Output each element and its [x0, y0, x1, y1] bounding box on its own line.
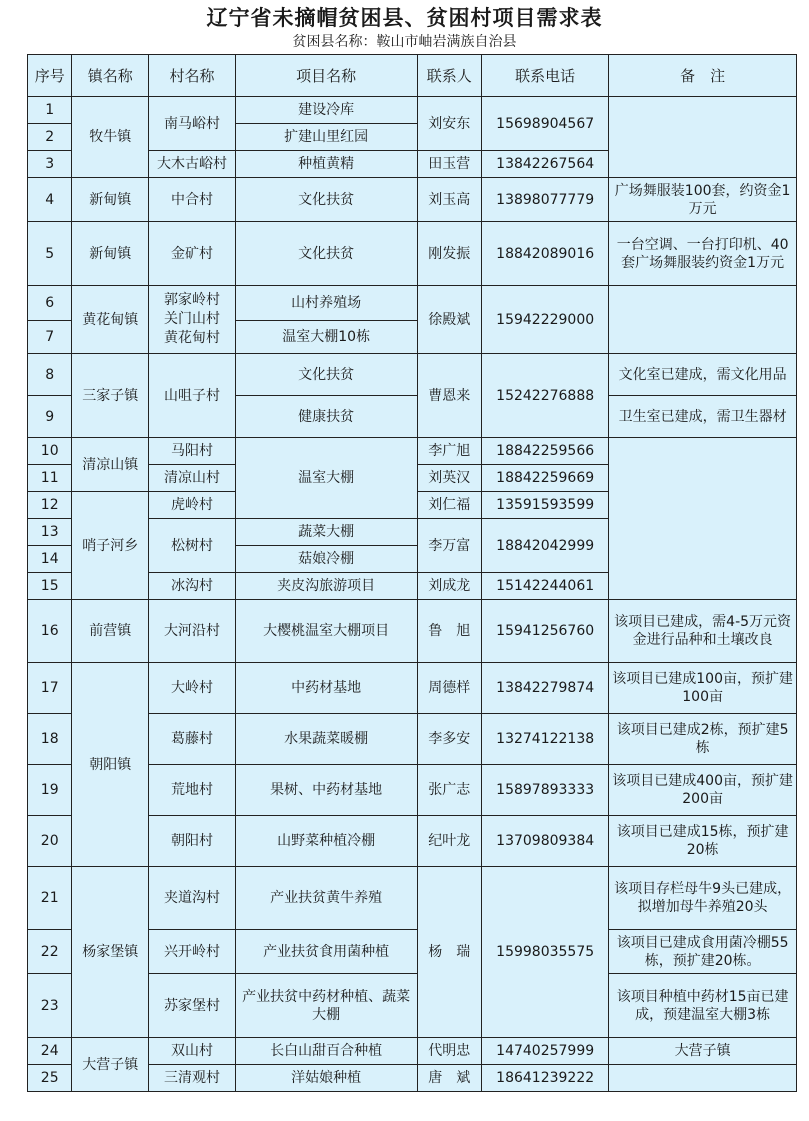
seq-cell: 17	[28, 663, 72, 714]
note-cell: 该项目已建成400亩，预扩建200亩	[609, 765, 797, 816]
town-cell: 前营镇	[72, 600, 149, 663]
note-cell	[609, 1065, 797, 1092]
project-cell: 文化扶贫	[235, 354, 417, 396]
note-cell: 该项目已建成15栋，预扩建20栋	[609, 816, 797, 867]
project-cell: 健康扶贫	[235, 396, 417, 438]
project-cell: 产业扶贫黄牛养殖	[235, 867, 417, 930]
page-title: 辽宁省未摘帽贫困县、贫困村项目需求表	[206, 6, 603, 30]
contact-cell: 唐 斌	[417, 1065, 482, 1092]
town-cell: 黄花甸镇	[72, 286, 149, 354]
header-seq: 序号	[28, 55, 72, 97]
project-cell: 文化扶贫	[235, 178, 417, 222]
seq-cell: 24	[28, 1038, 72, 1065]
table-row	[28, 354, 797, 396]
phone-cell: 15142244061	[482, 573, 609, 600]
note-cell: 卫生室已建成，需卫生器材	[609, 396, 797, 438]
town-cell: 清凉山镇	[72, 438, 149, 492]
table-row	[28, 600, 797, 663]
village-cell: 大木古峪村	[149, 151, 236, 178]
project-cell: 中药材基地	[235, 663, 417, 714]
phone-cell: 18842089016	[482, 222, 609, 286]
town-cell: 三家子镇	[72, 354, 149, 438]
project-cell: 温室大棚10栋	[235, 321, 417, 354]
phone-cell: 15942229000	[482, 286, 609, 354]
project-cell: 山野菜种植冷棚	[235, 816, 417, 867]
header-village: 村名称	[149, 55, 236, 97]
project-cell: 夹皮沟旅游项目	[235, 573, 417, 600]
note-cell: 文化室已建成，需文化用品	[609, 354, 797, 396]
village-cell: 双山村	[149, 1038, 236, 1065]
note-cell	[609, 286, 797, 354]
contact-cell: 鲁 旭	[417, 600, 482, 663]
seq-cell: 9	[28, 396, 72, 438]
seq-cell: 12	[28, 492, 72, 519]
village-cell: 郭家岭村 关门山村 黄花甸村	[149, 286, 236, 354]
header-phone: 联系电话	[482, 55, 609, 97]
seq-cell: 15	[28, 573, 72, 600]
seq-cell: 10	[28, 438, 72, 465]
project-cell: 产业扶贫食用菌种植	[235, 930, 417, 974]
contact-cell: 刘仁福	[417, 492, 482, 519]
project-cell: 洋姑娘种植	[235, 1065, 417, 1092]
table-row	[28, 286, 797, 321]
project-cell: 长白山甜百合种植	[235, 1038, 417, 1065]
seq-cell: 4	[28, 178, 72, 222]
project-cell: 建设冷库	[235, 97, 417, 124]
seq-cell: 14	[28, 546, 72, 573]
table-row	[28, 222, 797, 286]
note-cell: 广场舞服装100套，约资金1万元	[609, 178, 797, 222]
seq-cell: 6	[28, 286, 72, 321]
note-cell: 该项目种植中药材15亩已建成，预建温室大棚3栋	[609, 974, 797, 1038]
project-cell: 蔬菜大棚	[235, 519, 417, 546]
contact-cell: 杨 瑞	[417, 867, 482, 1038]
village-cell: 朝阳村	[149, 816, 236, 867]
phone-cell: 15897893333	[482, 765, 609, 816]
seq-cell: 25	[28, 1065, 72, 1092]
seq-cell: 19	[28, 765, 72, 816]
seq-cell: 13	[28, 519, 72, 546]
village-cell: 兴开岭村	[149, 930, 236, 974]
village-cell: 虎岭村	[149, 492, 236, 519]
table-row	[28, 867, 797, 930]
seq-cell: 8	[28, 354, 72, 396]
seq-cell: 18	[28, 714, 72, 765]
table-row	[28, 178, 797, 222]
project-cell: 水果蔬菜暖棚	[235, 714, 417, 765]
phone-cell: 18842259669	[482, 465, 609, 492]
village-cell: 马阳村	[149, 438, 236, 465]
note-cell: 该项目存栏母牛9头已建成，拟增加母牛养殖20头	[609, 867, 797, 930]
village-cell: 松树村	[149, 519, 236, 573]
table-row	[28, 438, 797, 465]
project-cell: 菇娘冷棚	[235, 546, 417, 573]
contact-cell: 刘英汉	[417, 465, 482, 492]
phone-cell: 18641239222	[482, 1065, 609, 1092]
project-cell: 果树、中药材基地	[235, 765, 417, 816]
seq-cell: 11	[28, 465, 72, 492]
contact-cell: 徐殿斌	[417, 286, 482, 354]
seq-cell: 22	[28, 930, 72, 974]
contact-cell: 周德样	[417, 663, 482, 714]
note-cell: 该项目已建成2栋，预扩建5栋	[609, 714, 797, 765]
town-cell: 朝阳镇	[72, 663, 149, 867]
village-cell: 大岭村	[149, 663, 236, 714]
header-note: 备 注	[609, 55, 797, 97]
phone-cell: 15941256760	[482, 600, 609, 663]
seq-cell: 20	[28, 816, 72, 867]
project-cell: 种植黄精	[235, 151, 417, 178]
contact-cell: 刘安东	[417, 97, 482, 151]
phone-cell: 18842042999	[482, 519, 609, 573]
phone-cell: 15998035575	[482, 867, 609, 1038]
note-cell: 一台空调、一台打印机、40套广场舞服装约资金1万元	[609, 222, 797, 286]
village-cell: 清凉山村	[149, 465, 236, 492]
table-header-row	[28, 55, 797, 97]
project-cell: 大樱桃温室大棚项目	[235, 600, 417, 663]
contact-cell: 刚发振	[417, 222, 482, 286]
contact-cell: 代明忠	[417, 1038, 482, 1065]
town-cell: 新甸镇	[72, 222, 149, 286]
village-cell: 三清观村	[149, 1065, 236, 1092]
project-cell: 温室大棚	[235, 438, 417, 519]
contact-cell: 曹恩来	[417, 354, 482, 438]
phone-cell: 15242276888	[482, 354, 609, 438]
town-cell: 杨家堡镇	[72, 867, 149, 1038]
header-contact: 联系人	[417, 55, 482, 97]
header-town: 镇名称	[72, 55, 149, 97]
phone-cell: 13591593599	[482, 492, 609, 519]
seq-cell: 5	[28, 222, 72, 286]
seq-cell: 16	[28, 600, 72, 663]
seq-cell: 3	[28, 151, 72, 178]
contact-cell: 刘玉高	[417, 178, 482, 222]
contact-cell: 张广志	[417, 765, 482, 816]
note-cell	[609, 97, 797, 178]
project-cell: 扩建山里红园	[235, 124, 417, 151]
phone-cell: 14740257999	[482, 1038, 609, 1065]
village-cell: 大河沿村	[149, 600, 236, 663]
town-cell: 哨子河乡	[72, 492, 149, 600]
phone-cell: 13842267564	[482, 151, 609, 178]
town-cell: 牧牛镇	[72, 97, 149, 178]
village-cell: 中合村	[149, 178, 236, 222]
table-row	[28, 663, 797, 714]
phone-cell: 15698904567	[482, 97, 609, 151]
village-cell: 苏家堡村	[149, 974, 236, 1038]
village-cell: 冰沟村	[149, 573, 236, 600]
seq-cell: 2	[28, 124, 72, 151]
phone-cell: 13898077779	[482, 178, 609, 222]
seq-cell: 21	[28, 867, 72, 930]
contact-cell: 刘成龙	[417, 573, 482, 600]
village-cell: 荒地村	[149, 765, 236, 816]
contact-cell: 纪叶龙	[417, 816, 482, 867]
project-demand-table	[27, 54, 797, 1092]
project-cell: 产业扶贫中药材种植、蔬菜大棚	[235, 974, 417, 1038]
header-project: 项目名称	[235, 55, 417, 97]
seq-cell: 1	[28, 97, 72, 124]
town-cell: 大营子镇	[72, 1038, 149, 1092]
note-cell: 该项目已建成100亩，预扩建100亩	[609, 663, 797, 714]
phone-cell: 13709809384	[482, 816, 609, 867]
village-cell: 葛藤村	[149, 714, 236, 765]
phone-cell: 13274122138	[482, 714, 609, 765]
phone-cell: 13842279874	[482, 663, 609, 714]
table-row	[28, 1038, 797, 1065]
county-name: 贫困县名称：鞍山市岫岩满族自治县	[292, 34, 517, 50]
phone-cell: 18842259566	[482, 438, 609, 465]
seq-cell: 7	[28, 321, 72, 354]
contact-cell: 李多安	[417, 714, 482, 765]
contact-cell: 李广旭	[417, 438, 482, 465]
note-cell: 该项目已建成，需4-5万元资金进行品种和土壤改良	[609, 600, 797, 663]
seq-cell: 23	[28, 974, 72, 1038]
village-cell: 南马峪村	[149, 97, 236, 151]
village-cell: 夹道沟村	[149, 867, 236, 930]
note-cell	[609, 438, 797, 600]
village-cell: 金矿村	[149, 222, 236, 286]
project-cell: 山村养殖场	[235, 286, 417, 321]
village-cell: 山咀子村	[149, 354, 236, 438]
contact-cell: 李万富	[417, 519, 482, 573]
town-cell: 新甸镇	[72, 178, 149, 222]
note-cell: 大营子镇	[609, 1038, 797, 1065]
project-cell: 文化扶贫	[235, 222, 417, 286]
note-cell: 该项目已建成食用菌冷棚55栋，预扩建20栋。	[609, 930, 797, 974]
table-row	[28, 97, 797, 124]
contact-cell: 田玉营	[417, 151, 482, 178]
